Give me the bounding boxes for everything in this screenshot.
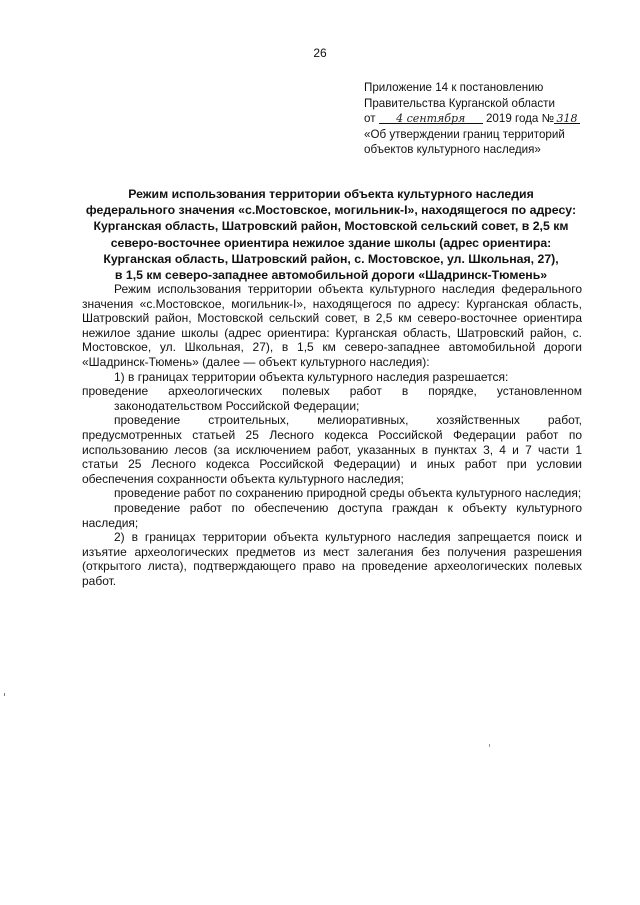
item-1a-line-1: проведение археологических полевых работ в порядке, установленном [82,384,582,399]
appendix-line-2: Правительства Курганской области [364,96,555,110]
handwritten-number: 318 [556,112,578,125]
item-1b-paragraph: проведение строительных, мелиоративных, хозяйственных работ, предусмотренных статьей 25 Лесного кодекса Российской Федерации работ по использованию лесов (за исключением работ, указанных в пунктах 3, 4 и 7 части 1 статьи 25 Лесного кодекса Российской Федерации) и иных работ при условии обеспечения сохранности объекта культурного наследия; [82,413,582,486]
scan-mark [489,744,490,747]
document-body [82,282,582,588]
title-line: Курганская область, Шатровский район, с. Мостовское, ул. Школьная, 27), [103,251,559,266]
title-line: Режим использования территории объекта культурного наследия [128,187,534,201]
appendix-line-3 [364,111,624,127]
date-field [379,111,483,124]
item-1c-paragraph: проведение работ по сохранению природной среды объекта культурного наследия; [114,486,582,501]
item-2-paragraph: 2) в границах территории объекта культурного наследия запрещается поиск и изъятие археологических предметов из мест залегания без получения разрешения (открытого листа), подтверждающего право на проведение археологических полевых работ. [82,530,582,588]
handwritten-date: 4 сентября [396,112,466,125]
from-label: от [364,112,376,125]
number-field [554,111,580,124]
item-1a-line-2: законодательством Российской Федерации; [114,398,360,413]
title-line: федерального значения «с.Мостовское, могильник-I», находящегося по адресу: [85,203,577,218]
item-1d-paragraph: проведение работ по обеспечению доступа граждан к объекту культурного наследия; [82,500,582,530]
appendix-line-1: Приложение 14 к постановлению [364,81,544,94]
item-1-heading: 1) в границах территории объекта культурного наследия разрешается: [114,369,509,384]
appendix-line-5: объектов культурного наследия» [364,143,541,156]
title-line: Курганская область, Шатровский район, Мостовской сельский совет, в 2,5 км [93,219,569,234]
appendix-header [364,80,624,158]
year-text: 2019 года № [485,112,555,125]
document-title [80,186,582,283]
intro-paragraph: Режим использования территории объекта культурного наследия федерального значения «с.Мостовское, могильник-I», находящегося по адресу: Курганская область, Шатровский район, Мостовской сельский совет, в 2,5 км северо-восточнее ориентира нежилое здание школы (адрес ориентира: Курганская область, Шатровский район, с. Мостовское, ул. Школьная, 27), в 1,5 км северо-западнее автомобильной дороги «Шадринск-Тюмень» (далее — объект культурного наследия): [82,282,582,369]
title-line: северо-восточнее ориентира нежилое здание школы (адрес ориентира: [110,235,552,250]
title-line: в 1,5 км северо-западнее автомобильной дороги «Шадринск-Тюмень» [114,268,548,283]
appendix-line-4: «Об утверждении границ территорий [364,127,565,141]
scan-mark [4,693,5,696]
page-number: 26 [313,46,327,60]
